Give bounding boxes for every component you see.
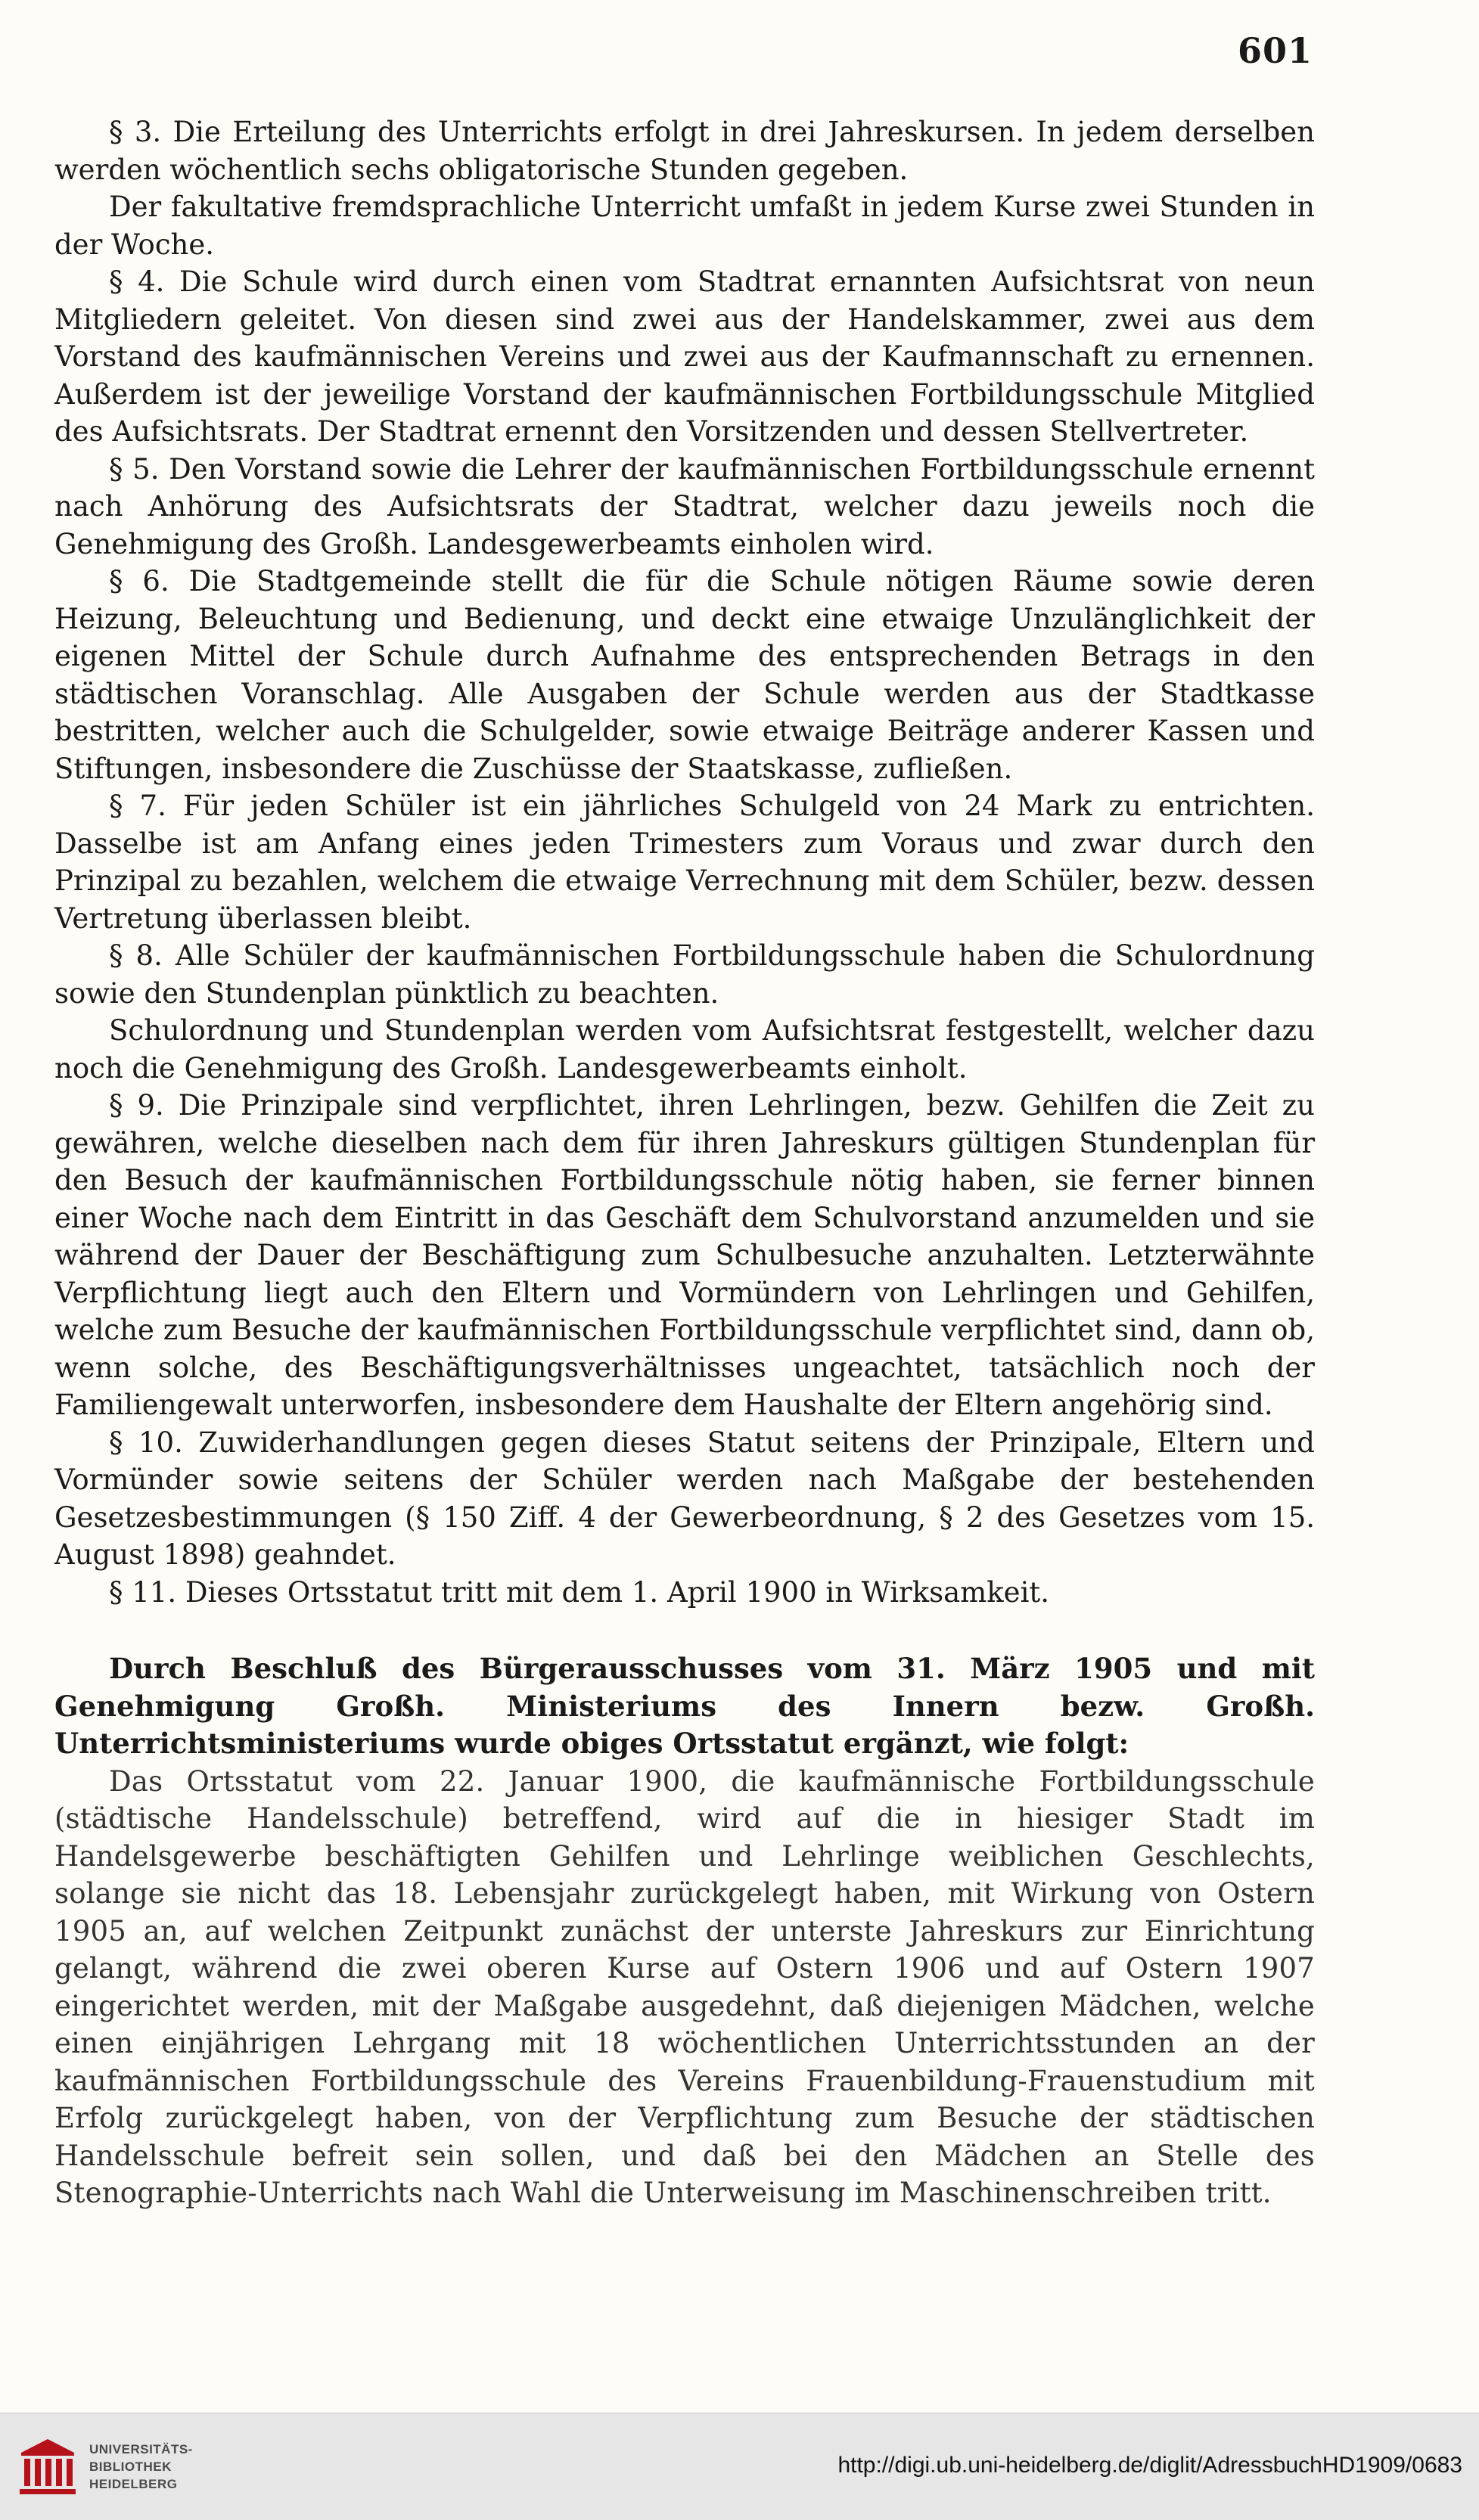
paragraph-section-3-continued: Der fakultative fremdsprachliche Unterricht umfaßt in jedem Kurse zwei Stunden in der Woche. (54, 191, 1315, 261)
paragraph-section-9: § 9. Die Prinzipale sind verpflichtet, ihren Lehrlingen, bezw. Gehilfen die Zeit zu gewähren, welche dieselben nach dem für ihren Jahreskurs gültigen Stundenplan für den Besuch der kaufmännischen Fortbildungsschule nötig haben, sie ferner binnen einer Woche nach dem Eintritt in das Geschäft dem Schulvorstand anzumelden und sie während der Dauer der Beschäftigung zum Schulbesuche anzuhalten. Letzterwähnte Verpflichtung liegt auch den Eltern und Vormündern von Lehrlingen und Gehilfen, welche zum Besuche der kaufmännischen Fortbildungsschule verpflichtet sind, dann ob, wenn solche, des Beschäftigungsverhältnisses ungeachtet, tatsächlich noch der Familiengewalt unterworfen, insbesondere dem Haushalte der Eltern angehörig sind. (54, 1089, 1315, 1421)
paragraph-section-7: § 7. Für jeden Schüler ist ein jährliches Schulgeld von 24 Mark zu entrichten. Dasselbe ist am Anfang eines jeden Trimesters zum Voraus und zwar durch den Prinzipal zu bezahlen, welchem die etwaige Verrechnung mit dem Schüler, bezw. dessen Vertretung überlassen bleibt. (54, 790, 1315, 935)
paragraph-section-4: § 4. Die Schule wird durch einen vom Stadtrat ernannten Aufsichtsrat von neun Mitgliedern geleitet. Von diesen sind zwei aus der Handelskammer, zwei aus dem Vorstand des kaufmännischen Vereins und zwei aus der Kaufmannschaft zu ernennen. Außerdem ist der jeweilige Vorstand der kaufmännischen Fortbildungsschule Mitglied des Aufsichtsrats. Der Stadtrat ernennt den Vorsitzenden und dessen Stellvertreter. (54, 265, 1315, 448)
university-library-logo-icon (15, 2435, 80, 2500)
library-name-line: BIBLIOTHEK (89, 2459, 172, 2474)
statute-text (54, 113, 1315, 2212)
library-name-line: HEIDELBERG (89, 2477, 178, 2491)
source-url-link[interactable]: http://digi.ub.uni-heidelberg.de/diglit/AdressbuchHD1909/0683 (837, 2453, 1462, 2478)
paragraph-section-10: § 10. Zuwiderhandlungen gegen dieses Statut seitens der Prinzipale, Eltern und Vormünder sowie seitens der Schüler werden nach Maßgabe der bestehenden Gesetzesbestimmungen (§ 150 Ziff. 4 der Gewerbeordnung, § 2 des Gesetzes vom 15. August 1898) geahndet. (54, 1426, 1315, 1571)
library-name-line: UNIVERSITÄTS- (89, 2442, 193, 2456)
footer-bar (0, 2413, 1479, 2520)
paragraph-section-8-continued: Schulordnung und Stundenplan werden vom Aufsichtsrat festgestellt, welcher dazu noch die Genehmigung des Großh. Landesgewerbeamts einholt. (54, 1014, 1315, 1085)
page-number: 601 (1237, 30, 1313, 71)
paragraph-section-8: § 8. Alle Schüler der kaufmännischen Fortbildungsschule haben die Schulordnung sowie den Stundenplan pünktlich zu beachten. (54, 939, 1315, 1010)
amendment-heading: Durch Beschluß des Bürgerausschusses vom 31. März 1905 und mit Genehmigung Großh. Ministeriums des Innern bezw. Großh. Unterrichtsministeriums wurde obiges Ortsstatut ergänzt, wie folgt: (54, 1652, 1315, 1760)
paragraph-section-6: § 6. Die Stadtgemeinde stellt die für die Schule nötigen Räume sowie deren Heizung, Beleuchtung und Bedienung, und deckt eine etwaige Unzulänglichkeit der eigenen Mittel der Schule durch Aufnahme des entsprechenden Betrags in den städtischen Voranschlag. Alle Ausgaben der Schule werden aus der Stadtkasse bestritten, welcher auch die Schulgelder, sowie etwaige Beiträge anderer Kassen und Stiftungen, insbesondere die Zuschüsse der Staatskasse, zufließen. (54, 565, 1315, 785)
paragraph-section-3: § 3. Die Erteilung des Unterrichts erfolgt in drei Jahreskursen. In jedem derselben werden wöchentlich sechs obligatorische Stunden gegeben. (54, 116, 1315, 186)
amendment-body: Das Ortsstatut vom 22. Januar 1900, die kaufmännische Fortbildungsschule (städtische Handelsschule) betreffend, wird auf die in hiesiger Stadt im Handelsgewerbe beschäftigten Gehilfen und Lehrlinge weiblichen Geschlechts, solange sie nicht das 18. Lebensjahr zurückgelegt haben, mit Wirkung von Ostern 1905 an, auf welchen Zeitpunkt zunächst der unterste Jahreskurs zur Einrichtung gelangt, während die zwei oberen Kurse auf Ostern 1906 und auf Ostern 1907 eingerichtet werden, mit der Maßgabe ausgedehnt, daß diejenigen Mädchen, welche einen einjährigen Lehrgang mit 18 wöchentlichen Unterrichtsstunden an der kaufmännischen Fortbildungsschule des Vereins Frauenbildung-Frauenstudium mit Erfolg zurückgelegt haben, von der Verpflichtung zum Besuche der städtischen Handelsschule befreit sein sollen, und daß bei den Mädchen an Stelle des Stenographie-Unterrichts nach Wahl die Unterweisung im Maschinenschreiben tritt. (54, 1764, 1315, 2209)
library-name (89, 2441, 193, 2493)
paragraph-section-11: § 11. Dieses Ortsstatut tritt mit dem 1. April 1900 in Wirksamkeit. (109, 1575, 1050, 1609)
paragraph-section-5: § 5. Den Vorstand sowie die Lehrer der kaufmännischen Fortbildungsschule ernennt nach Anhörung des Aufsichtsrats der Stadtrat, welcher dazu jeweils noch die Genehmigung des Großh. Landesgewerbeamts einholen wird. (54, 452, 1315, 560)
